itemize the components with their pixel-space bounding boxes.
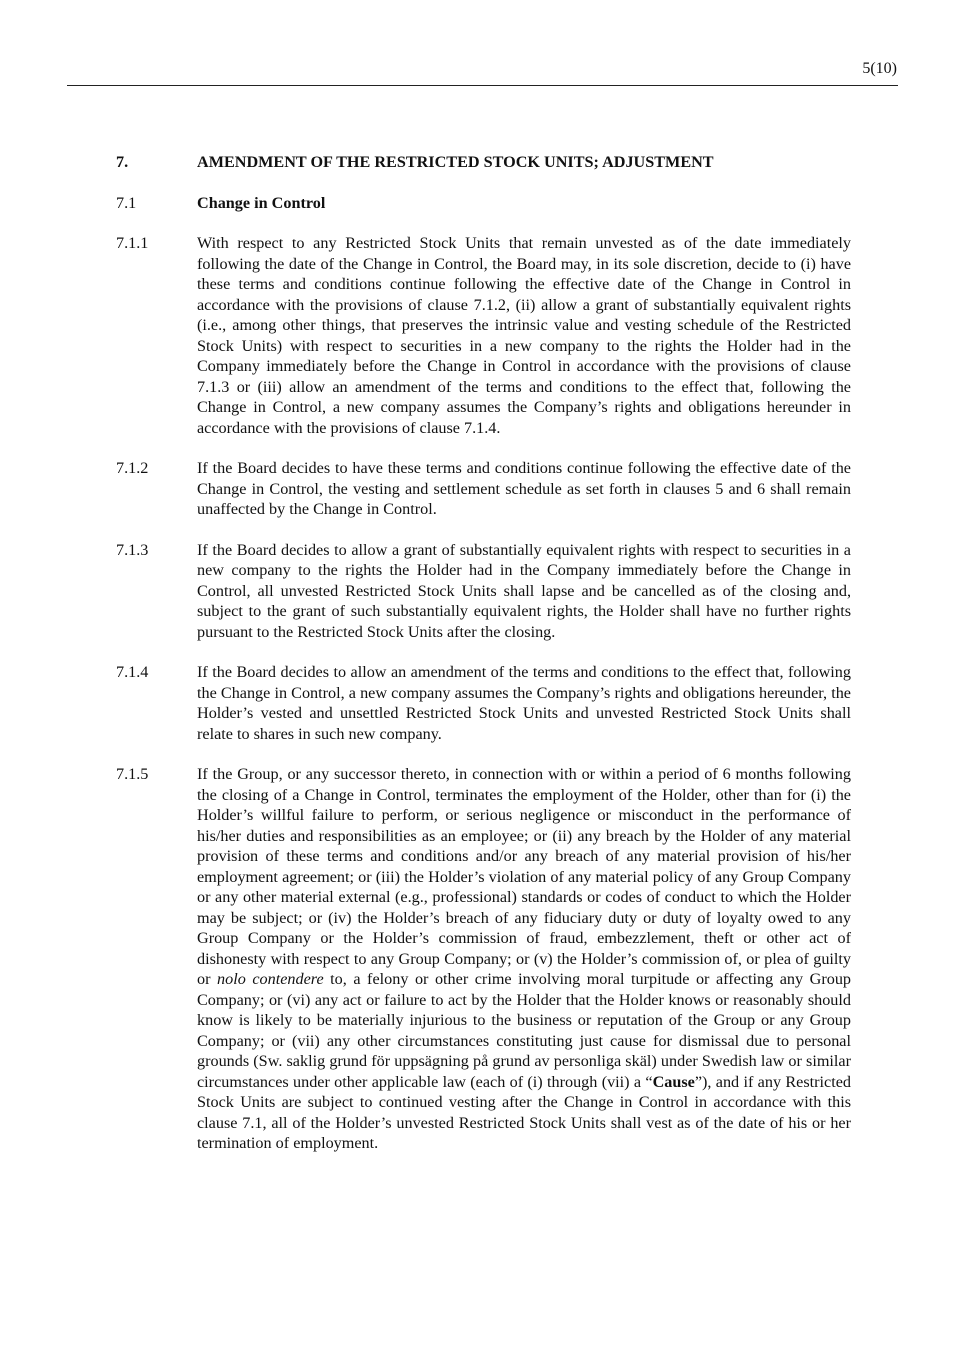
section-heading bbox=[116, 152, 851, 173]
clause-text bbox=[197, 764, 851, 1154]
clause-7-1-2 bbox=[116, 458, 851, 520]
subsection-title: Change in Control bbox=[197, 193, 326, 212]
italic-term: nolo contendere bbox=[217, 970, 324, 988]
clause-text: If the Board decides to have these terms and conditions continue following the effective date of the Change in Control, the vesting and settlement schedule as set forth in clauses 5 and 6 shall remain unaffected by the Change in Control. bbox=[197, 459, 851, 518]
document-body bbox=[116, 152, 851, 1174]
clause-text-part: ”), and if any Restricted Stock Units are subject to continued vesting after the Change in Control in accordance with this clause 7.1, all of the Holder’s unvested Restricted Stock Units shall vest as of the date of his or her termination of employment. bbox=[197, 1072, 851, 1152]
clause-text: If the Board decides to allow an amendment of the terms and conditions to the effect that, following the Change in Control, a new company assumes the Company’s rights and obligations hereunder, the Holder’s vested and unsettled Restricted Stock Units and unvested Restricted Stock Units shall relate to shares in such new company. bbox=[197, 663, 851, 743]
clause-text-part: to, a felony or other crime involving moral turpitude or affecting any Group Company; or (vi) any act or failure to act by the Holder that the Holder knows or reasonably should know is likely to be materially injurious to the business or reputation of the Group or any Group Company; or (vii) any other circumstances constituting just cause for dismissal due to personal grounds (Sw. saklig grund för uppsägning på grund av personliga skäl) under Swedish law or similar circumstances under other applicable law (each of (i) through (vii) a “ bbox=[197, 970, 852, 1091]
clause-7-1-5 bbox=[116, 764, 851, 1154]
header-divider bbox=[67, 85, 898, 86]
clause-number: 7.1.3 bbox=[116, 540, 149, 559]
section-number: 7. bbox=[116, 153, 129, 171]
clause-text-part: If the Group, or any successor thereto, in connection with or within a period of 6 months following the closing of a Change in Control, terminates the employment of the Holder, other than for (i) the Holder’s willful failure to perform, or serious negligence or misconduct in the performance of his/her duties and responsibilities as an employee; or (ii) any breach by the Holder of any material provision of these terms and conditions and/or any breach of any material provision of his/her employment agreement; or (iii) the Holder’s violation of any material policy of any Group Company or any other material external (e.g., professional) standards or codes of conduct to which the Holder may be subject; or (iv) the Holder’s breach of any fiduciary duty or duty of loyalty owed to any Group Company or the Holder’s commission of fraud, embezzlement, theft or other act of dishonesty with respect to any Group Company; or (v) the Holder’s commission of, or plea of guilty or bbox=[197, 765, 851, 988]
clause-7-1-1 bbox=[116, 233, 851, 438]
clause-number: 7.1.1 bbox=[116, 234, 149, 252]
section-title: AMENDMENT OF THE RESTRICTED STOCK UNITS; ADJUSTMENT bbox=[197, 153, 714, 171]
subsection-heading bbox=[116, 193, 851, 214]
defined-term: Cause bbox=[652, 1072, 695, 1091]
page-number: 5(10) bbox=[862, 60, 897, 77]
clause-number: 7.1.2 bbox=[116, 459, 149, 477]
subsection-number: 7.1 bbox=[116, 193, 137, 212]
clause-7-1-4 bbox=[116, 662, 851, 744]
clause-7-1-3 bbox=[116, 540, 851, 643]
clause-number: 7.1.5 bbox=[116, 765, 149, 783]
clause-text: With respect to any Restricted Stock Units that remain unvested as of the date immediately following the date of the Change in Control, the Board may, in its sole discretion, decide to (i) have these terms and conditions continue following the effective date of the Change in Control in accordance with the provisions of clause 7.1.2, (ii) allow a grant of substantially equivalent rights (i.e., among other things, that preserves the intrinsic value and vesting schedule of the Restricted Stock Units) with respect to securities in a new company to the rights the Holder had in the Company immediately before the Change in Control in accordance with the provisions of clause 7.1.3 or (iii) allow an amendment of the terms and conditions to the effect that, following the Change in Control, a new company assumes the Company’s rights and obligations hereunder in accordance with the provisions of clause 7.1.4. bbox=[197, 234, 851, 437]
clause-text: If the Board decides to allow a grant of substantially equivalent rights with respect to securities in a new company to the rights the Holder had in the Company immediately before the Change in Control, all unvested Restricted Stock Units shall lapse and be cancelled as of the closing and, subject to the grant of such substantially equivalent rights, the Holder shall have no further rights pursuant to the Restricted Stock Units after the closing. bbox=[197, 540, 851, 641]
clause-number: 7.1.4 bbox=[116, 663, 149, 681]
